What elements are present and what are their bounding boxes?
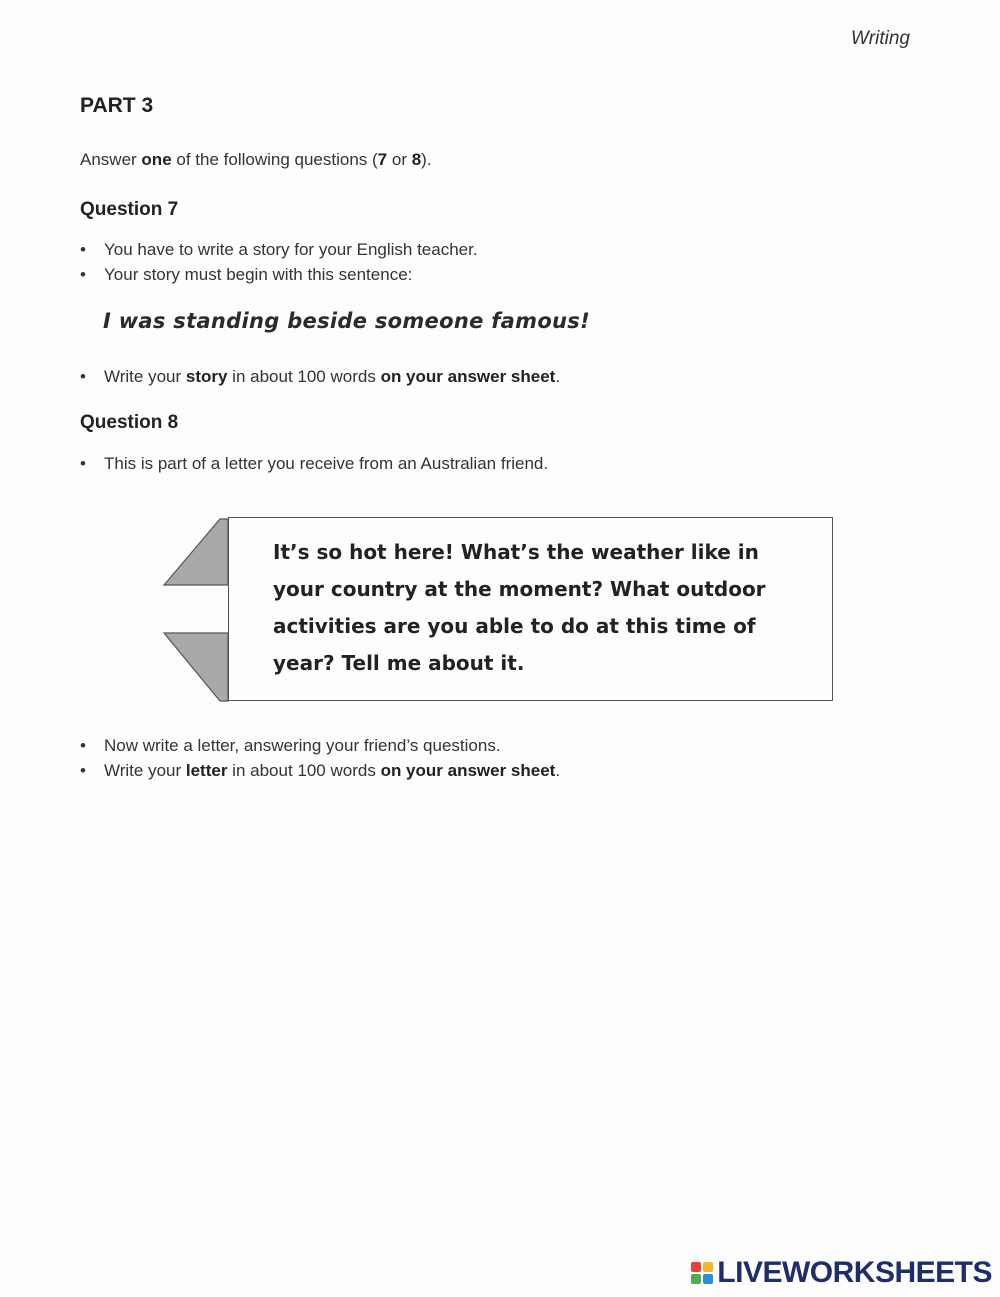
list-item: • Your story must begin with this sentence: [80,262,478,287]
question-8-intro [80,451,548,476]
logo-square [691,1262,701,1272]
list-item: • This is part of a letter you receive from an Australian friend. [80,451,548,476]
letter-box [228,517,833,701]
part-instruction: Answer one of the following questions (7 or 8). [80,150,432,169]
letter-line: year? Tell me about it. [273,651,525,675]
question-8-task [80,733,560,783]
question-7-heading: Question 7 [80,199,179,220]
list-item: • Now write a letter, answering your friend’s questions. [80,733,560,758]
letter-excerpt [160,515,836,705]
question-8-heading: Question 8 [80,412,179,433]
logo-grid-icon [691,1262,713,1284]
question-7-task [80,364,560,389]
story-opening-sentence: I was standing beside someone famous! [103,309,590,333]
logo-text: LIVEWORKSHEETS [717,1256,992,1289]
list-item: • Write your letter in about 100 words on your answer sheet. [80,758,560,783]
letter-line: activities are you able to do at this time of [273,614,756,638]
running-head: Writing [850,28,910,49]
letter-text [273,534,813,682]
list-item: • You have to write a story for your English teacher. [80,237,478,262]
list-item: • Write your story in about 100 words on your answer sheet. [80,364,560,389]
letter-line: It’s so hot here! What’s the weather like in [273,540,759,564]
liveworksheets-logo[interactable] [691,1257,992,1289]
logo-square [691,1274,701,1284]
logo-square [703,1274,713,1284]
letter-line: your country at the moment? What outdoor [273,577,766,601]
question-7-bullets [80,237,478,287]
part-title: PART 3 [80,94,154,117]
logo-square [703,1262,713,1272]
